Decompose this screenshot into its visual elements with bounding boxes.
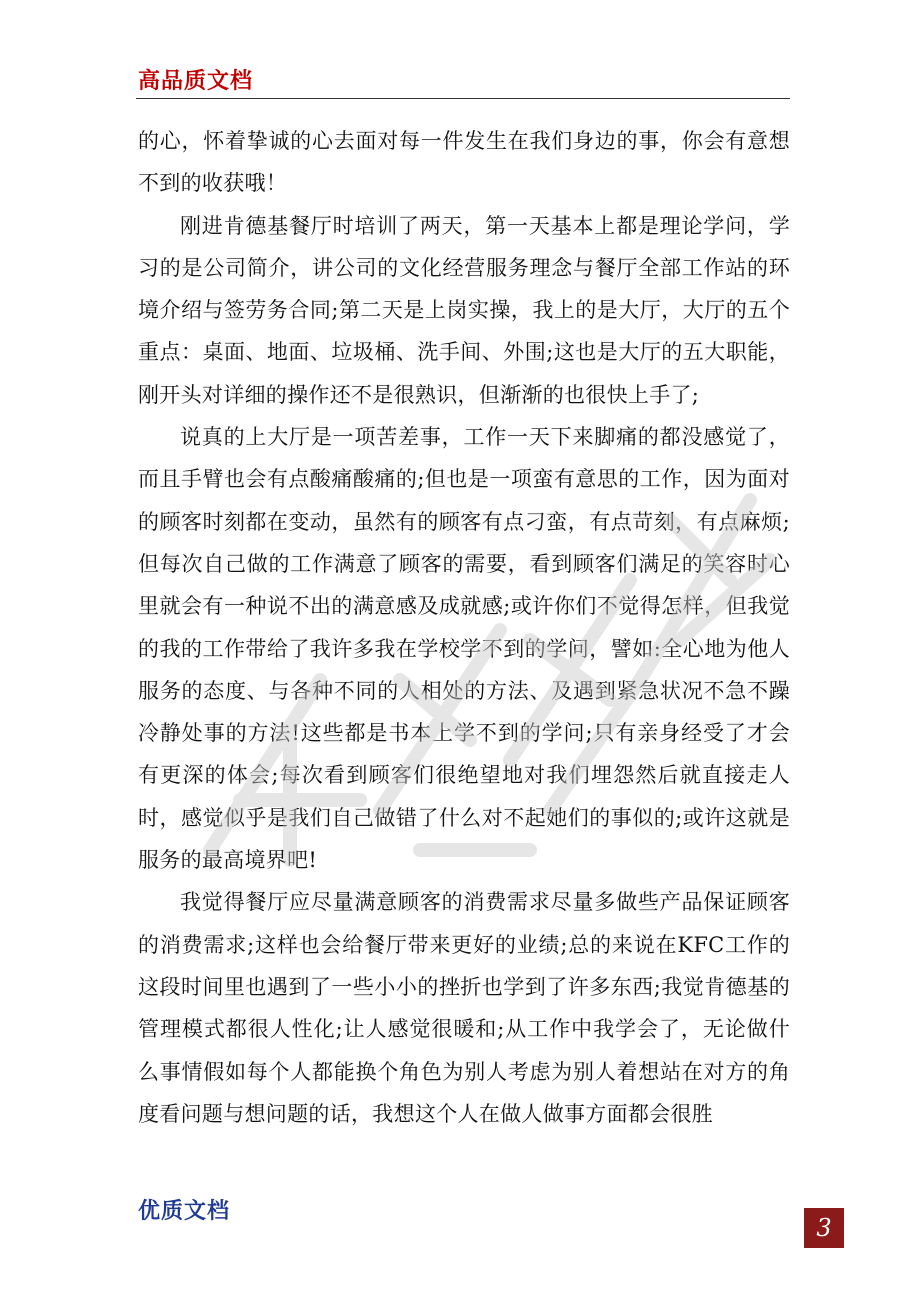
page-number-badge: 3 (804, 1208, 844, 1248)
footer-label: 优质文档 (138, 1198, 231, 1224)
paragraph-1: 的心，怀着挚诚的心去面对每一件发生在我们身边的事，你会有意想不到的收获哦！ (138, 129, 790, 196)
paragraph-3: 说真的上大厅是一项苦差事，工作一天下来脚痛的都没感觉了，而且手臂也会有点酸痛酸痛的;但也是一项蛮有意思的工作，因为面对的顾客时刻都在变动，虽然有的顾客有点刁蛮，有点苛刻，有点麻烦;但每次自己做的工作满意了顾客的需要，看到顾客们满足的笑容时心里就会有一种说不出的满意感及成就感;或许你们不觉得怎样，但我觉的我的工作带给了我许多我在学校学不到的学问，譬如:全心地为他人服务的态度、与各种不同的人相处的方法、及遇到紧急状况不急不躁冷静处事的方法!这些都是书本上学不到的学问;只有亲身经受了才会有更深的体会;每次看到顾客们很绝望地对我们埋怨然后就直接走人时，感觉似乎是我们自己做错了什么对不起她们的事似的;或许这就是服务的最高境界吧! (138, 425, 790, 873)
header-divider (136, 98, 790, 99)
header-title: 高品质文档 (138, 68, 254, 94)
document-body (138, 120, 790, 1135)
paragraph-4: 我觉得餐厅应尽量满意顾客的消费需求尽量多做些产品保证顾客的消费需求;这样也会给餐厅带来更好的业绩;总的来说在KFC工作的这段时间里也遇到了一些小小的挫折也学到了许多东西;我觉肯德基的管理模式都很人性化;让人感觉很暖和;从工作中我学会了，无论做什么事情假如每个人都能换个角色为别人考虑为别人着想站在对方的角度看问题与想问题的话，我想这个人在做人做事方面都会很胜 (138, 890, 790, 1126)
paragraph-2: 刚进肯德基餐厅时培训了两天，第一天基本上都是理论学问，学习的是公司简介，讲公司的文化经营服务理念与餐厅全部工作站的环境介绍与签劳务合同;第二天是上岗实操，我上的是大厅，大厅的五个重点：桌面、地面、垃圾桶、洗手间、外围;这也是大厅的五大职能，刚开头对详细的操作还不是很熟识，但渐渐的也很快上手了; (138, 213, 790, 407)
